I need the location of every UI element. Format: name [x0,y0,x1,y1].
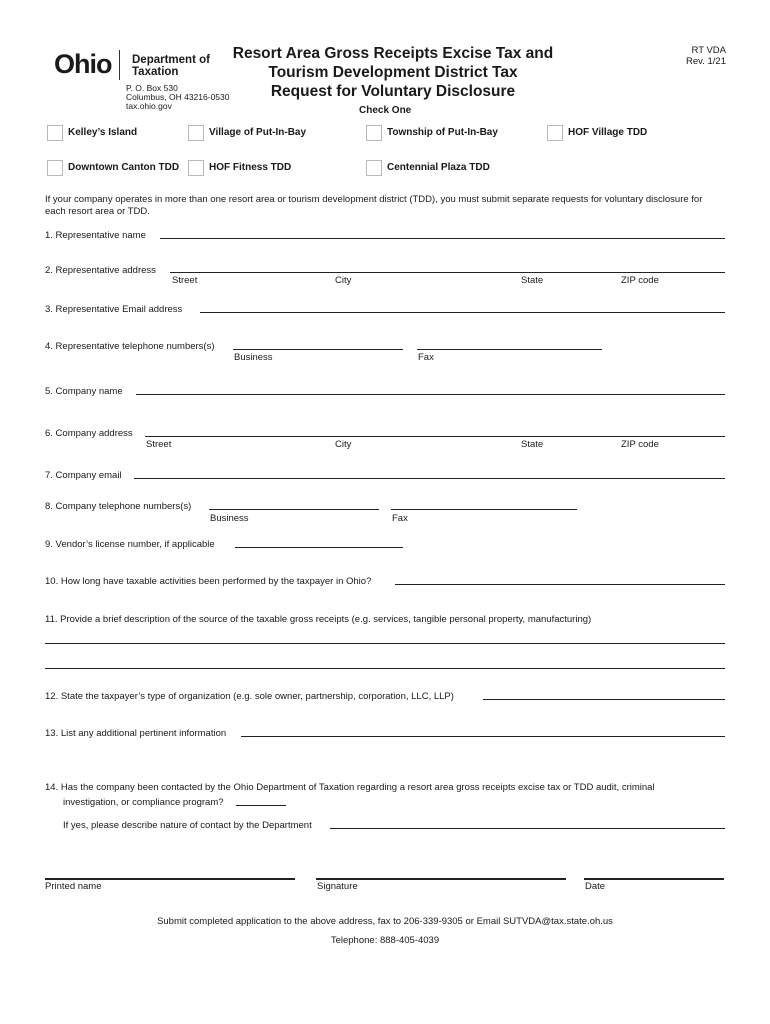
form-id: RT VDA [691,45,726,56]
address-line-3: tax.ohio.gov [126,101,172,111]
q5-label: 5. Company name [45,386,123,397]
q8-business-line[interactable] [209,509,379,510]
q1-label: 1. Representative name [45,230,146,241]
checkbox-centennial-plaza-tdd[interactable] [366,160,382,176]
q12-label: 12. State the taxpayer’s type of organization (e.g. sole owner, partnership, corporation, LLC, LLP) [45,691,454,702]
q5-input-line[interactable] [136,394,725,395]
q6-city-label: City [335,439,352,450]
checkbox-township-put-in-bay[interactable] [366,125,382,141]
q2-label: 2. Representative address [45,265,156,276]
q6-state-label: State [521,439,544,450]
q12-input-line[interactable] [483,699,725,700]
q10-input-line[interactable] [395,584,725,585]
printed-name-label: Printed name [45,881,102,892]
q2-street-label: Street [172,275,198,286]
form-title-line-3: Request for Voluntary Disclosure [270,83,516,100]
option-label-township-put-in-bay: Township of Put-In-Bay [387,127,498,138]
q3-input-line[interactable] [200,312,725,313]
q9-label: 9. Vendor’s license number, if applicable [45,539,215,550]
telephone: Telephone: 888-405-4039 [330,935,440,946]
q8-label: 8. Company telephone numbers(s) [45,501,192,512]
q11-input-line-2[interactable] [45,668,725,669]
form-title-line-1: Resort Area Gross Receipts Excise Tax and [232,45,554,62]
submit-instructions: Submit completed application to the above address, fax to 206-339-9305 or Email SUTVDA@tax.state.oh.us [157,916,613,927]
q2-state-label: State [521,275,544,286]
form-title-line-2: Tourism Development District Tax [268,64,518,81]
intro-text: If your company operates in more than one resort area or tourism development district (TDD), you must submit separate requests for voluntary disclosure for each resort area or TDD. [45,194,703,217]
q8-business-label: Business [210,513,249,524]
q6-zip-label: ZIP code [621,439,659,450]
checkbox-downtown-canton-tdd[interactable] [47,160,63,176]
q4-fax-line[interactable] [417,349,602,350]
q2-input-line[interactable] [170,272,725,273]
department-line-1: Department of [132,54,210,66]
q8-fax-line[interactable] [391,509,577,510]
department-line-2: Taxation [132,66,179,78]
checkbox-hof-fitness-tdd[interactable] [188,160,204,176]
q6-street-label: Street [146,439,172,450]
signature-line[interactable] [316,878,566,880]
q14-label-line-3: If yes, please describe nature of contact by the Department [63,820,312,831]
check-one-label: Check One [359,105,412,116]
q7-input-line[interactable] [134,478,725,479]
q14-label-line-1: 14. Has the company been contacted by the Ohio Department of Taxation regarding a resort area gross receipts excise tax or TDD audit, criminal [45,782,655,793]
logo-divider [119,50,120,80]
q11-input-line-1[interactable] [45,643,725,644]
checkbox-kelleys-island[interactable] [47,125,63,141]
date-label: Date [585,881,606,892]
q14-answer-line[interactable] [236,805,286,806]
q4-business-label: Business [234,352,273,363]
checkbox-hof-village-tdd[interactable] [547,125,563,141]
q4-fax-label: Fax [418,352,434,363]
q1-input-line[interactable] [160,238,725,239]
option-label-kelleys-island: Kelley’s Island [68,127,138,138]
signature-label: Signature [317,881,358,892]
option-label-hof-village-tdd: HOF Village TDD [568,127,648,138]
option-label-centennial-plaza-tdd: Centennial Plaza TDD [387,162,490,173]
q6-label: 6. Company address [45,428,133,439]
q2-city-label: City [335,275,352,286]
q10-label: 10. How long have taxable activities been performed by the taxpayer in Ohio? [45,576,372,587]
printed-name-line[interactable] [45,878,295,880]
q11-label: 11. Provide a brief description of the source of the taxable gross receipts (e.g. services, tangible personal property, manufacturing) [45,614,592,625]
q14-description-line[interactable] [330,828,725,829]
q4-business-line[interactable] [233,349,403,350]
q13-label: 13. List any additional pertinent information [45,728,227,739]
option-label-downtown-canton-tdd: Downtown Canton TDD [68,162,180,173]
q2-zip-label: ZIP code [621,275,659,286]
q3-label: 3. Representative Email address [45,304,183,315]
option-label-hof-fitness-tdd: HOF Fitness TDD [209,162,292,173]
q13-input-line[interactable] [241,736,725,737]
q6-input-line[interactable] [145,436,725,437]
form-revision: Rev. 1/21 [686,56,726,67]
q4-label: 4. Representative telephone numbers(s) [45,341,215,352]
address-line-2: Columbus, OH 43216-0530 [126,92,230,102]
address-line-1: P. O. Box 530 [126,83,178,93]
checkbox-village-put-in-bay[interactable] [188,125,204,141]
q14-label-line-2: investigation, or compliance program? [63,797,224,808]
option-label-village-put-in-bay: Village of Put-In-Bay [209,127,307,138]
q8-fax-label: Fax [392,513,408,524]
q9-input-line[interactable] [235,547,403,548]
q7-label: 7. Company email [45,470,122,481]
date-line[interactable] [584,878,724,880]
ohio-logo: Ohio [54,49,112,79]
